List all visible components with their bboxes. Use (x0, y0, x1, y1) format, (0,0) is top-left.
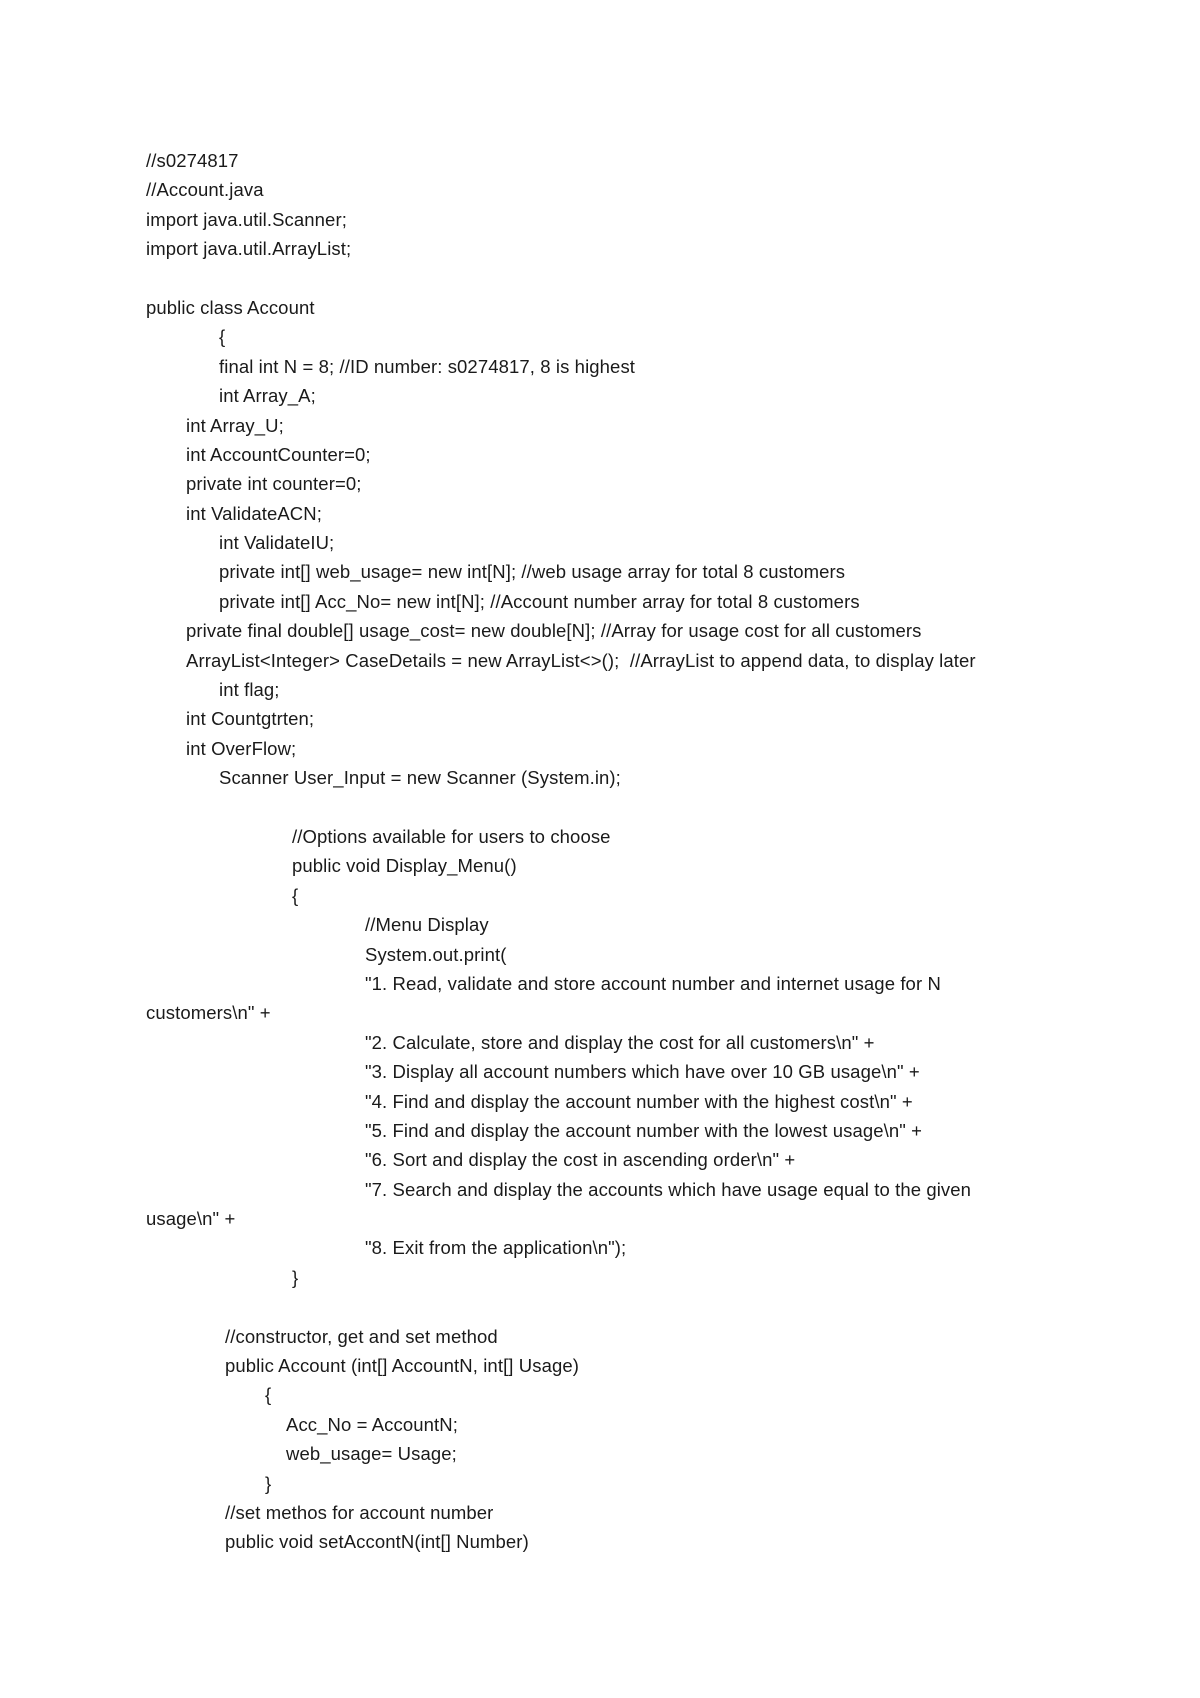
code-line: public void Display_Menu() (292, 855, 517, 877)
code-listing (146, 146, 1146, 1557)
code-line: "6. Sort and display the cost in ascending order\n" + (365, 1149, 796, 1171)
code-line: "7. Search and display the accounts which have usage equal to the given (365, 1178, 972, 1200)
code-line: private int counter=0; (186, 473, 362, 495)
code-line: "3. Display all account numbers which have over 10 GB usage\n" + (365, 1061, 920, 1083)
code-line: private final double[] usage_cost= new double[N]; //Array for usage cost for all customers (186, 620, 922, 642)
code-line: customers\n" + (146, 1002, 271, 1024)
code-line: Acc_No = AccountN; (286, 1413, 458, 1435)
code-line: private int[] Acc_No= new int[N]; //Account number array for total 8 customers (219, 590, 860, 612)
code-line: //set methos for account number (225, 1501, 494, 1523)
code-line: } (292, 1266, 299, 1288)
code-line: final int N = 8; //ID number: s0274817, 8 is highest (219, 355, 636, 377)
code-line: private int[] web_usage= new int[N]; //web usage array for total 8 customers (219, 561, 846, 583)
blank-line (146, 264, 1146, 293)
code-line: //Menu Display (365, 914, 489, 936)
code-line: //constructor, get and set method (225, 1325, 498, 1347)
code-line: } (265, 1472, 272, 1494)
code-line: "1. Read, validate and store account number and internet usage for N (365, 972, 941, 994)
code-line: { (265, 1384, 272, 1406)
code-line: public void setAccontN(int[] Number) (225, 1531, 529, 1553)
code-line: { (292, 884, 299, 906)
code-line: int flag; (219, 679, 280, 701)
code-line: import java.util.ArrayList; (146, 238, 352, 260)
code-line: int OverFlow; (186, 737, 297, 759)
code-line: "5. Find and display the account number with the lowest usage\n" + (365, 1119, 923, 1141)
code-line: usage\n" + (146, 1208, 236, 1230)
code-line: int Countgtrten; (186, 708, 315, 730)
code-line: "8. Exit from the application\n"); (365, 1237, 627, 1259)
code-line: public class Account (146, 296, 315, 318)
code-line: //s0274817 (146, 150, 239, 171)
code-line: import java.util.Scanner; (146, 208, 347, 230)
code-line: int AccountCounter=0; (186, 443, 371, 465)
blank-line (146, 793, 1146, 822)
code-line: ArrayList<Integer> CaseDetails = new ArrayList<>(); //ArrayList to append data, to display later (186, 649, 976, 671)
code-line: int ValidateIU; (219, 532, 335, 554)
code-line: Scanner User_Input = new Scanner (System.in); (219, 767, 621, 789)
code-line: "2. Calculate, store and display the cost for all customers\n" + (365, 1031, 875, 1053)
code-line: //Account.java (146, 179, 264, 201)
code-line: { (219, 326, 226, 348)
code-line: int ValidateACN; (186, 502, 322, 524)
code-line: int Array_A; (219, 385, 316, 407)
code-line: public Account (int[] AccountN, int[] Usage) (225, 1355, 580, 1377)
code-line: //Options available for users to choose (292, 825, 611, 847)
code-line: System.out.print( (365, 943, 507, 965)
code-line: "4. Find and display the account number with the highest cost\n" + (365, 1090, 913, 1112)
code-line: web_usage= Usage; (286, 1443, 457, 1465)
blank-line (146, 1292, 1146, 1321)
code-line: int Array_U; (186, 414, 284, 436)
